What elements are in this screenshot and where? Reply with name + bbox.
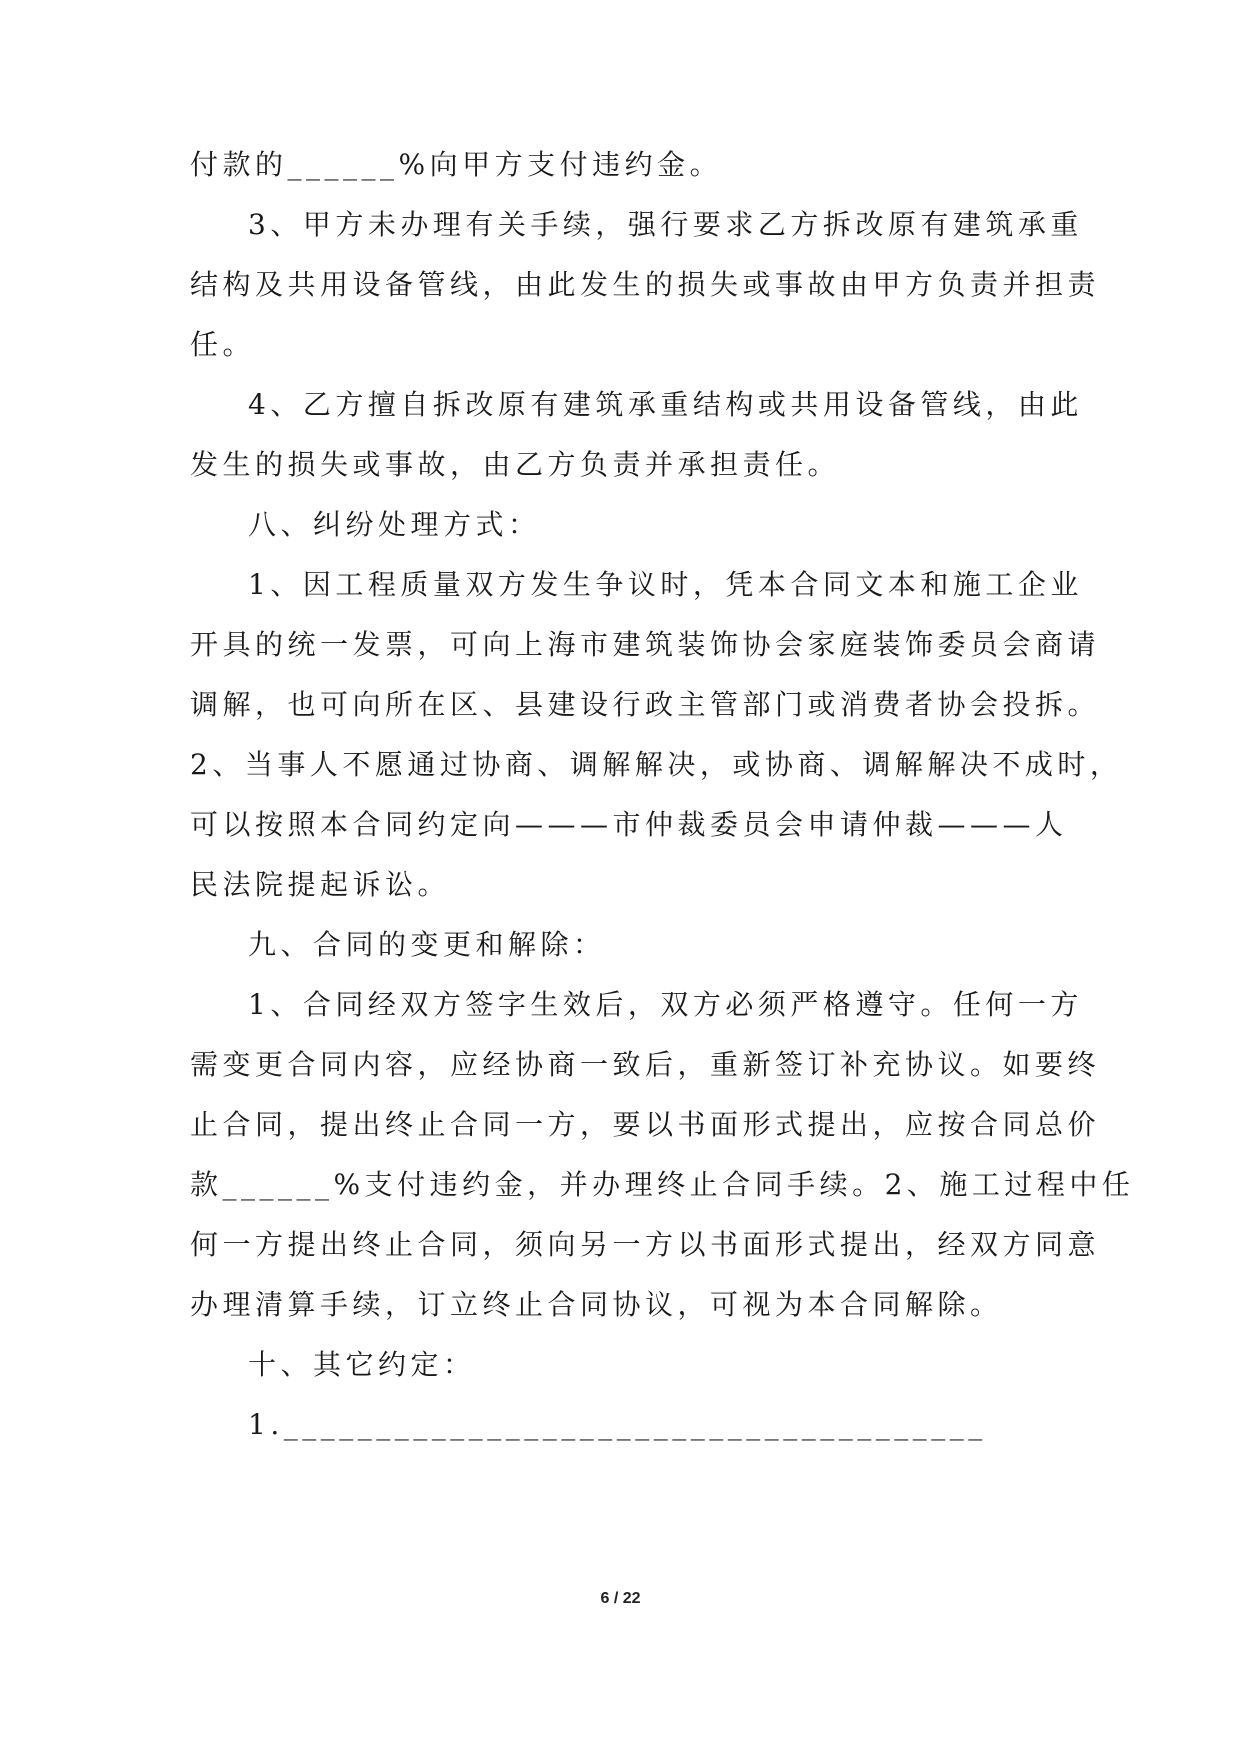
section-heading-8: 八、纠纷处理方式： — [248, 508, 541, 541]
text-line-19: 何一方提出终止合同，须向另一方以书面形式提出，经双方同意 — [190, 1228, 1101, 1261]
text-line-6: 发生的损失或事故，由乙方负责并承担责任。 — [190, 448, 841, 481]
text-line-18: 款______%支付违约金，并办理终止合同手续。2、施工过程中任 — [190, 1168, 1135, 1201]
page-number: 6 / 22 — [600, 1590, 641, 1607]
text-line-9: 开具的统一发票，可向上海市建筑装饰协会家庭装饰委员会商请 — [190, 628, 1101, 661]
text-line-17: 止合同，提出终止合同一方，要以书面形式提出，应按合同总价 — [190, 1108, 1101, 1141]
section-heading-10: 十、其它约定： — [248, 1348, 476, 1381]
text-line-1: 付款的______%向甲方支付违约金。 — [190, 148, 723, 181]
text-line-3: 结构及共用设备管线，由此发生的损失或事故由甲方负责并担责 — [190, 268, 1101, 301]
text-line-5: 4、乙方擅自拆改原有建筑承重结构或共用设备管线，由此 — [248, 388, 1083, 421]
text-line-4: 任。 — [190, 328, 256, 361]
text-line-20: 办理清算手续，订立终止合同协议，可视为本合同解除。 — [190, 1288, 1003, 1321]
text-line-22: 1.______________________________________ — [248, 1408, 987, 1441]
text-line-10: 调解，也可向所在区、县建设行政主管部门或消费者协会投拆。 — [190, 688, 1101, 721]
text-line-11: 2、当事人不愿通过协商、调解解决，或协商、调解解决不成时， — [190, 748, 1123, 781]
text-line-16: 需变更合同内容，应经协商一致后，重新签订补充协议。如要终 — [190, 1048, 1101, 1081]
text-line-15: 1、合同经双方签字生效后，双方必须严格遵守。任何一方 — [248, 988, 1083, 1021]
section-heading-9: 九、合同的变更和解除： — [248, 928, 606, 961]
text-line-8: 1、因工程质量双方发生争议时，凭本合同文本和施工企业 — [248, 568, 1083, 601]
text-line-2: 3、甲方未办理有关手续，强行要求乙方拆改原有建筑承重 — [248, 208, 1083, 241]
text-line-13: 民法院提起诉讼。 — [190, 868, 451, 901]
text-line-12: 可以按照本合同约定向———市仲裁委员会申请仲裁———人 — [190, 808, 1068, 841]
